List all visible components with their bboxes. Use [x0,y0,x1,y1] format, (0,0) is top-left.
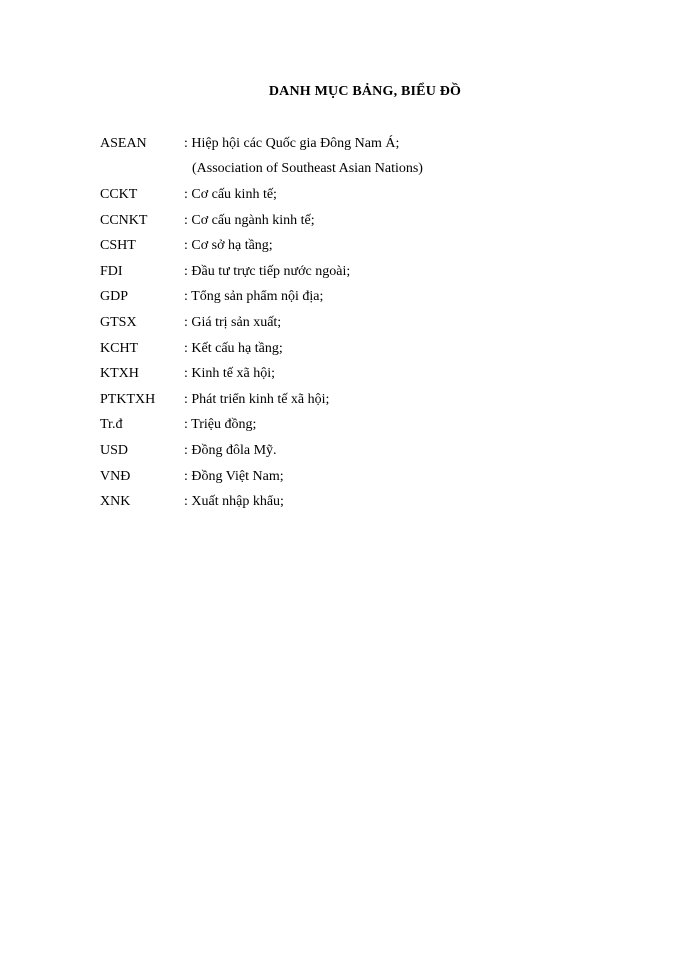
list-item [100,208,620,234]
list-item [100,464,620,490]
list-item [100,387,620,413]
definition: : Kết cấu hạ tầng; [184,340,283,356]
list-item [100,361,620,387]
definition: : Cơ sở hạ tầng; [184,238,273,254]
abbreviation: Tr.đ [100,417,123,433]
list-item [100,233,620,259]
definition: : Triệu đồng; [184,417,257,433]
abbreviation: CCNKT [100,212,148,228]
definition: : Cơ cấu kinh tế; [184,186,277,202]
abbreviation: VNĐ [100,468,131,484]
list-item [100,285,620,311]
abbreviation: GTSX [100,314,137,330]
abbreviation: KTXH [100,366,139,382]
list-item [100,413,620,439]
abbreviation: FDI [100,263,123,279]
definition: : Tổng sản phẩm nội địa; [184,289,324,305]
definition: : Cơ cấu ngành kinh tế; [184,212,315,228]
list-item [100,131,620,157]
definition: : Xuất nhập khẩu; [184,494,284,510]
list-item [100,336,620,362]
definition: (Association of Southeast Asian Nations) [192,161,423,177]
abbreviation: ASEAN [100,135,147,151]
abbreviation: USD [100,442,129,458]
abbreviation: XNK [100,494,131,510]
definition: : Đầu tư trực tiếp nước ngoài; [184,263,351,279]
list-item [100,310,620,336]
definition: : Hiệp hội các Quốc gia Đông Nam Á; [184,135,400,151]
list-item [100,259,620,285]
definition: : Kinh tế xã hội; [184,366,275,382]
list-item [100,438,620,464]
definition: : Đồng Việt Nam; [184,468,284,484]
definition: : Giá trị sản xuất; [184,314,282,330]
abbreviation: CCKT [100,186,138,202]
list-item [100,157,620,183]
list-item [100,182,620,208]
list-item [100,489,620,515]
abbreviation: CSHT [100,238,136,254]
abbreviation: GDP [100,289,129,305]
page-title: DANH MỤC BẢNG, BIỂU ĐỒ [268,84,462,99]
definition: : Phát triển kinh tế xã hội; [184,391,330,407]
abbreviation: KCHT [100,340,139,356]
abbreviation-list [100,131,620,515]
definition: : Đồng đôla Mỹ. [184,442,277,458]
abbreviation: PTKTXH [100,391,156,407]
